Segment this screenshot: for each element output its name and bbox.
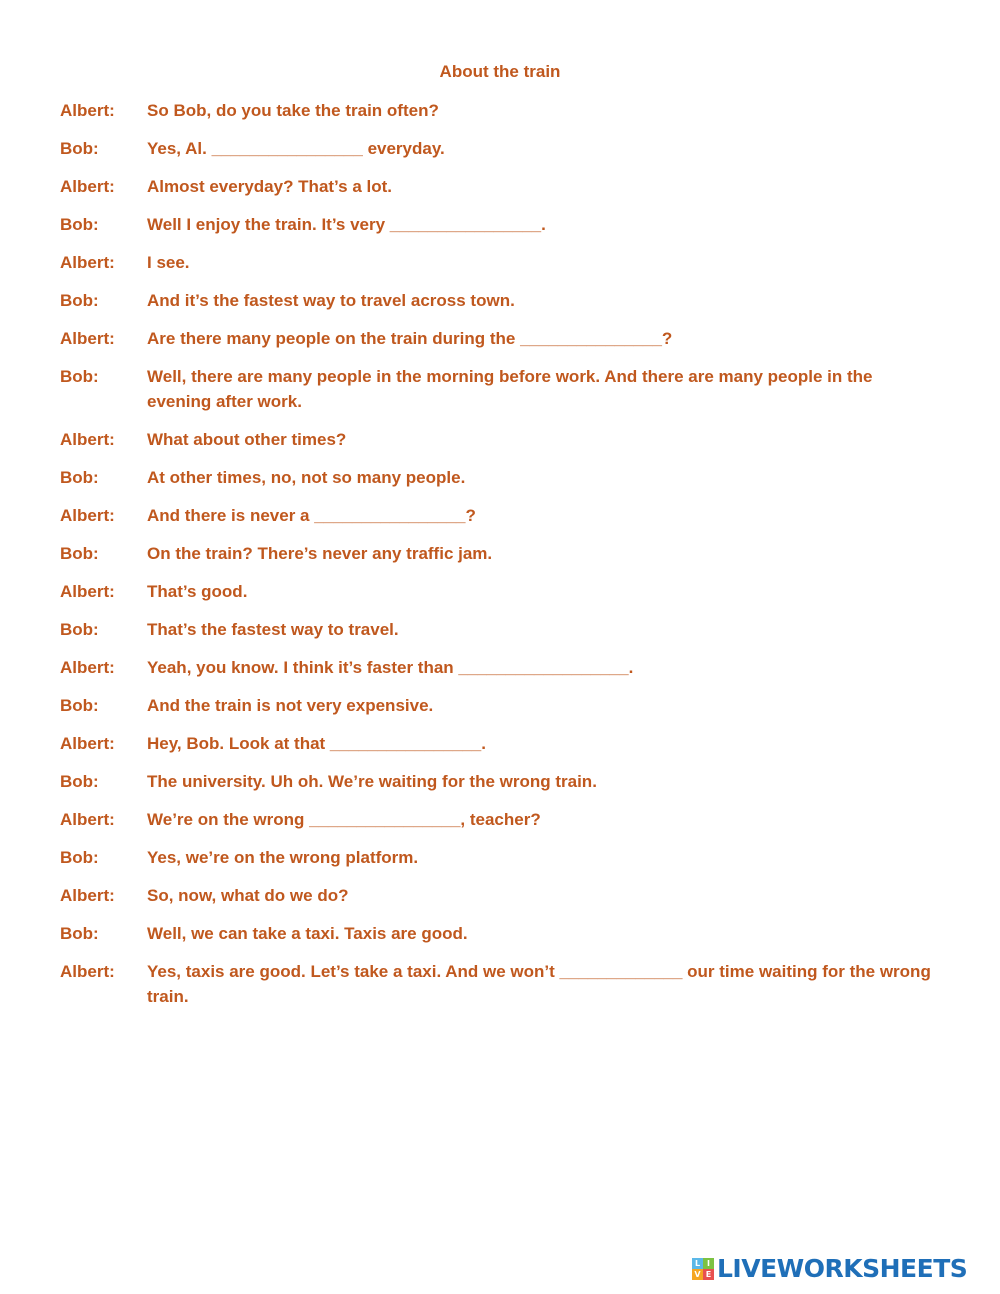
- dialogue-list: [60, 98, 940, 1022]
- dialogue-line: [60, 541, 940, 566]
- dialogue-text: Well I enjoy the train. It’s very ________________.: [147, 215, 546, 234]
- dialogue-text: Yes, Al. ________________ everyday.: [147, 139, 445, 158]
- dialogue-text: Are there many people on the train during the _______________?: [147, 329, 673, 348]
- dialogue-text: That’s good.: [147, 582, 248, 601]
- dialogue-line: [60, 288, 940, 313]
- speaker-label: Albert:: [60, 810, 115, 829]
- speaker-label: Albert:: [60, 506, 115, 525]
- dialogue-text: And it’s the fastest way to travel across town.: [147, 291, 515, 310]
- liveworksheets-logo-icon: L I V E: [692, 1258, 714, 1280]
- dialogue-line: [60, 364, 940, 414]
- speaker-label: Albert:: [60, 101, 115, 120]
- dialogue-line: [60, 693, 940, 718]
- dialogue-line: [60, 655, 940, 680]
- dialogue-line: [60, 731, 940, 756]
- dialogue-line: [60, 617, 940, 642]
- speaker-label: Albert:: [60, 177, 115, 196]
- speaker-label: Bob:: [60, 139, 99, 158]
- dialogue-text: Yes, taxis are good. Let’s take a taxi. And we won’t _____________ our time waiting for the wrong train.: [147, 962, 931, 1006]
- dialogue-line: [60, 212, 940, 237]
- dialogue-line: [60, 503, 940, 528]
- speaker-label: Bob:: [60, 367, 99, 386]
- speaker-label: Albert:: [60, 329, 115, 348]
- logo-text: LIVEWORKSHEETS: [717, 1254, 968, 1283]
- dialogue-line: [60, 250, 940, 275]
- dialogue-text: So, now, what do we do?: [147, 886, 349, 905]
- dialogue-text: So Bob, do you take the train often?: [147, 101, 439, 120]
- speaker-label: Albert:: [60, 582, 115, 601]
- speaker-label: Albert:: [60, 253, 115, 272]
- speaker-label: Bob:: [60, 696, 99, 715]
- dialogue-line: [60, 845, 940, 870]
- dialogue-line: [60, 579, 940, 604]
- dialogue-text: Well, there are many people in the morning before work. And there are many people in the evening after work.: [147, 367, 873, 411]
- dialogue-text: The university. Uh oh. We’re waiting for the wrong train.: [147, 772, 597, 791]
- dialogue-line: [60, 921, 940, 946]
- dialogue-text: On the train? There’s never any traffic jam.: [147, 544, 493, 563]
- speaker-label: Bob:: [60, 215, 99, 234]
- liveworksheets-logo: [692, 1254, 967, 1284]
- dialogue-line: [60, 883, 940, 908]
- dialogue-text: Well, we can take a taxi. Taxis are good.: [147, 924, 468, 943]
- dialogue-line: [60, 174, 940, 199]
- speaker-label: Albert:: [60, 430, 115, 449]
- speaker-label: Bob:: [60, 468, 99, 487]
- speaker-label: Bob:: [60, 924, 99, 943]
- dialogue-text: We’re on the wrong ________________, teacher?: [147, 810, 541, 829]
- dialogue-text: Yeah, you know. I think it’s faster than __________________.: [147, 658, 634, 677]
- dialogue-line: [60, 427, 940, 452]
- dialogue-text: At other times, no, not so many people.: [147, 468, 466, 487]
- dialogue-text: That’s the fastest way to travel.: [147, 620, 399, 639]
- speaker-label: Bob:: [60, 291, 99, 310]
- dialogue-text: I see.: [147, 253, 190, 272]
- dialogue-text: What about other times?: [147, 430, 347, 449]
- dialogue-line: [60, 465, 940, 490]
- dialogue-line: [60, 959, 940, 1009]
- speaker-label: Albert:: [60, 886, 115, 905]
- speaker-label: Albert:: [60, 658, 115, 677]
- dialogue-text: Hey, Bob. Look at that ________________.: [147, 734, 486, 753]
- dialogue-line: [60, 98, 940, 123]
- dialogue-line: [60, 326, 940, 351]
- worksheet-title: About the train: [439, 62, 561, 81]
- dialogue-text: And there is never a ________________?: [147, 506, 476, 525]
- dialogue-text: Almost everyday? That’s a lot.: [147, 177, 392, 196]
- speaker-label: Albert:: [60, 734, 115, 753]
- dialogue-text: And the train is not very expensive.: [147, 696, 434, 715]
- dialogue-line: [60, 769, 940, 794]
- dialogue-text: Yes, we’re on the wrong platform.: [147, 848, 419, 867]
- speaker-label: Bob:: [60, 544, 99, 563]
- speaker-label: Bob:: [60, 620, 99, 639]
- dialogue-line: [60, 136, 940, 161]
- speaker-label: Bob:: [60, 848, 99, 867]
- speaker-label: Bob:: [60, 772, 99, 791]
- dialogue-line: [60, 807, 940, 832]
- speaker-label: Albert:: [60, 962, 115, 981]
